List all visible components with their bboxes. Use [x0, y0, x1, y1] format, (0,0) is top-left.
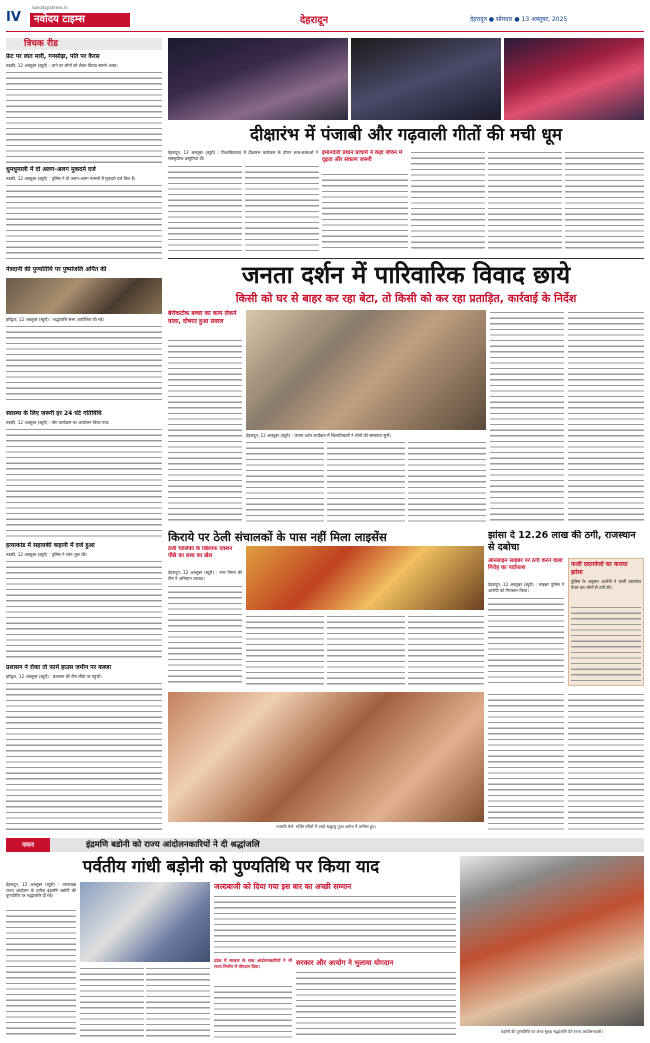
lead-headline: जनता दर्शन में पारिवारिक विवाद छाये — [241, 261, 571, 289]
top-text-5 — [488, 150, 562, 252]
story3-text — [488, 596, 564, 686]
brief-item-1-body: रुड़की, 12 अक्तूबर (ब्यूरो) : थाने पर लोगों को लेकर विवाद सामने आया। — [6, 63, 118, 68]
top-text-3 — [322, 172, 408, 252]
bottom-section — [6, 838, 644, 1043]
banner — [6, 838, 644, 852]
brief-item-4-text — [6, 427, 162, 537]
bottom-photo-2 — [460, 856, 644, 1026]
lead-text-1 — [246, 440, 324, 524]
bottom-photo-1 — [80, 882, 210, 962]
bottom-caption: बड़ोनी की पुण्यतिथि पर आज सुबह श्रद्धांजलि देते राज्य आंदोलनकारी। — [501, 1029, 603, 1034]
story2-text-4 — [408, 614, 484, 686]
brief-item-6-body: हरिद्वार, 12 अक्तूबर (ब्यूरो) : प्रशासन की टीम मौके पर पहुंची। — [6, 674, 102, 679]
brief-item-3-text — [6, 324, 162, 404]
crowd-caption: नवरात्रि मेले: भक्ति मंदिरों में उमड़े श्रद्धालु पूजा अर्चना में शामिल हुए। — [276, 824, 376, 829]
brief-item-2-body: रुड़की, 12 अक्तूबर (ब्यूरो) : पुलिस ने दो अलग-अलग मामलों में मुकदमे दर्ज किए हैं। — [6, 176, 136, 181]
top-side-head: इमानदारी प्रधान प्राचार्य ने कहा जीवन में दृढ़ता और संकल्प जरूरी — [322, 150, 403, 163]
bottom-text-3 — [146, 966, 210, 1038]
story3-body: देहरादून, 12 अक्तूबर (ब्यूरो) : साइबर पुलिस ने आरोपी को गिरफ्तार किया। — [488, 582, 564, 593]
bottom-quote: प्रदेश में सरकार के साथ आंदोलनकारियों ने भी राज्य निर्माण में योगदान दिया। — [214, 958, 292, 969]
story2-text-1 — [168, 584, 242, 686]
lead-photo — [246, 310, 486, 430]
brief-item-4-head: स्वास्थ्य के लिए जरूरी हर 24 घंटे गतिविधि — [6, 410, 102, 417]
bottom-text-1 — [6, 908, 76, 1038]
brief-item-1-head: फ्रेट पर लात मारी, गनसोढ़ा, पति पर कैरस — [6, 53, 100, 60]
bottom-text-2 — [80, 966, 144, 1038]
masthead-rule — [6, 31, 644, 32]
bottom-side2: सरकार और आयोग ने भुलाया योगदान — [296, 959, 394, 967]
top-story — [168, 38, 644, 256]
brief-item-2-text — [6, 183, 162, 263]
story2-body: देहरादून, 12 अक्तूबर (ब्यूरो) : नगर निगम की टीम ने अभियान चलाया। — [168, 570, 242, 581]
brief-item-5-body: रुड़की, 12 अक्तूबर (ब्यूरो) : पुलिस ने जांच शुरू की। — [6, 552, 88, 557]
story3-side-head: ऑनलाइन साइबर पर ठगी करने वाला गिरोह का पर्दाफाश — [488, 558, 563, 571]
crowd-photo — [168, 692, 484, 822]
box-body: पुलिस के अनुसार आरोपी ने फर्जी दस्तावेज तैयार कर लोगों से ठगी की। — [571, 579, 641, 590]
story2-text-2 — [246, 614, 324, 686]
lead-body: देहरादून, 12 अक्तूबर (ब्यूरो) : जनता दर्शन कार्यक्रम में जिलाधिकारी ने लोगों की समस्याएं सुनीं। — [246, 433, 392, 438]
lead-text-3 — [408, 440, 486, 524]
banner-tag: नमन — [6, 838, 50, 852]
lead-text-4 — [490, 310, 564, 524]
brief-column — [6, 38, 162, 833]
box-text — [571, 605, 641, 683]
lead-text-2 — [327, 440, 405, 524]
site-url: navodayatimes.in — [32, 5, 68, 10]
story3-headline: झांसा दे 12.26 लाख की ठगी, राजस्थान से दबोचा — [488, 530, 636, 553]
story2-headline: किराये पर ठेली संचालकों के पास नहीं मिला लाइसेंस — [168, 530, 387, 544]
crowd-side-text-2 — [568, 692, 644, 832]
lead-story — [168, 258, 644, 528]
city-label: देहरादून — [300, 15, 329, 26]
lead-subhead: किसी को घर से बाहर कर रहा बेटा, तो किसी को कर रहा प्रताड़ित, कार्रवाई के निर्देश — [235, 292, 577, 305]
top-photo-left — [168, 38, 348, 120]
brief-item-5-text — [6, 559, 162, 659]
top-photo-right — [504, 38, 644, 120]
dateline: देहरादून ● सोमवार ● 13 अक्तूबर, 2025 — [470, 16, 568, 23]
brief-item-1-text — [6, 70, 162, 163]
brief-item-2-head: धुमधुमाली में दो अलग-अलग मुकदमे दर्ज — [6, 166, 96, 173]
bottom-headline: पर्वतीय गांधी बड़ोनी को पुण्यतिथि पर किया याद — [82, 857, 380, 877]
story-license — [168, 530, 484, 690]
crowd-side-text-1 — [488, 692, 564, 832]
brief-item-3-photo — [6, 278, 162, 314]
bottom-text-4 — [214, 984, 292, 1038]
lead-side-text — [168, 338, 242, 524]
brief-item-6-head: प्रशासन ने रोका तो फार्म हाउस जमीन पर कब्जा — [6, 664, 112, 671]
banner-text: इंद्रमणि बडोनी को राज्य आंदोलनकारियों ने दी श्रद्धांजलि — [86, 840, 260, 850]
top-text-6 — [565, 150, 644, 252]
top-text-2 — [245, 164, 319, 252]
lead-side-head: बेरोकटोक बच्चा का काम रोकने वाला, दोषरत हुआ सवाल — [168, 310, 237, 325]
bottom-side1: जल्दबाजी को दिया गया इस बार का अच्छी सम्मान — [214, 882, 352, 891]
fraud-box — [568, 558, 644, 686]
story2-photo — [246, 546, 484, 610]
top-text-4 — [411, 150, 485, 252]
bottom-body: देहरादून, 12 अक्तूबर (ब्यूरो) : उत्तराखंड राज्य आंदोलन के प्रणेता इंद्रमणि बडोनी की पुण्यतिथि पर श्रद्धांजलि दी गई। — [6, 882, 76, 899]
story2-side-head: ठेली चालिकों के खिलाफ एक्शन पीछे का साथ का खेल — [168, 546, 233, 559]
top-text-1 — [168, 164, 242, 252]
page-number: IV — [6, 10, 21, 25]
bottom-side2-text — [296, 970, 456, 1038]
top-body: देहरादून, 12 अक्तूबर (ब्यूरो) : विश्वविद्यालय में दीक्षारंभ कार्यक्रम के दौरान छात्र-छात्राओं ने सांस्कृतिक प्रस्तुतियां दीं। — [168, 150, 318, 161]
bottom-side1-text — [214, 894, 456, 954]
lead-top-rule — [168, 258, 644, 259]
lead-text-5 — [568, 310, 644, 524]
brief-item-3-head: नेत्रदानी की पुण्यतिथि पर पुष्पांजलि अर्पित की — [6, 266, 107, 273]
brief-item-5-head: हत्याकांड में सहायकी कहानी में दर्ज हुआ — [6, 542, 95, 549]
story2-text-3 — [327, 614, 405, 686]
brief-header: त्रिचक रीड — [6, 38, 162, 50]
story-fraud — [488, 530, 644, 690]
top-headline: दीक्षारंभ में पंजाबी और गढ़वाली गीतों की मची धूम — [249, 125, 562, 145]
brand-logo: नवोदय टाइम्स — [30, 13, 130, 27]
brief-item-3-body: हरिद्वार, 12 अक्तूबर (ब्यूरो) : श्रद्धांजलि सभा आयोजित की गई। — [6, 317, 105, 322]
brief-item-4-body: रुड़की, 12 अक्तूबर (ब्यूरो) : योग कार्यक्रम का आयोजन किया गया। — [6, 420, 110, 425]
crowd-section — [168, 692, 644, 834]
top-photo-mid — [351, 38, 501, 120]
masthead — [0, 0, 650, 36]
box-head: फर्जी दस्तावेजों का कराया झांसा — [571, 561, 628, 576]
brief-item-6-text — [6, 681, 162, 831]
